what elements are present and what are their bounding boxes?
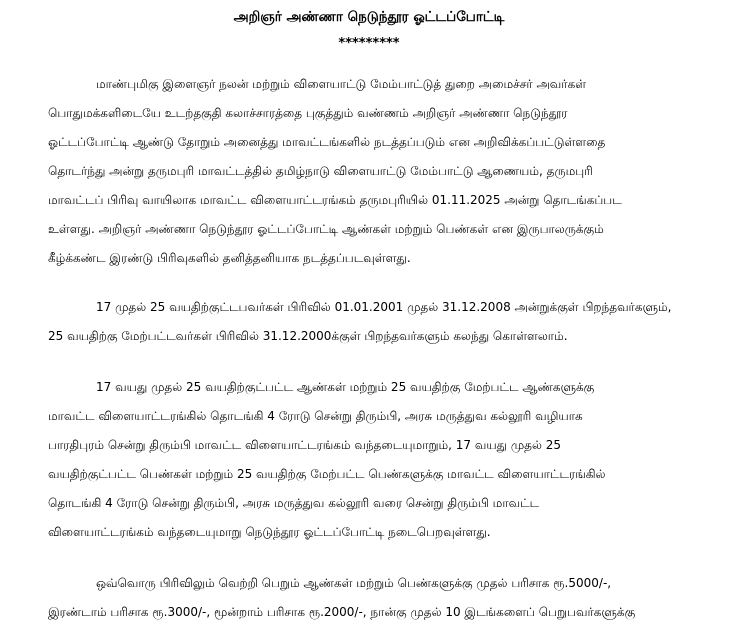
paragraph-eligibility bbox=[48, 293, 690, 351]
paragraph-prizes bbox=[48, 569, 690, 627]
paragraph-line: கீழ்க்கண்ட இரண்டு பிரிவுகளில் தனித்தனியாக நடத்தப்படவுள்ளது. bbox=[48, 251, 411, 265]
paragraph-route bbox=[48, 373, 690, 547]
paragraph-intro bbox=[48, 70, 690, 273]
paragraph-line: மாண்புமிகு இளைஞர் நலன் மற்றும் விளையாட்டு மேம்பாட்டுத் துறை அமைச்சர் அவர்கள் bbox=[96, 77, 587, 91]
paragraph-line: தொடங்கி 4 ரோடு சென்று திரும்பி, அரசு மருத்துவ கல்லூரி வரை சென்று திரும்பி மாவட்ட bbox=[48, 496, 540, 510]
paragraph-line: 25 வயதிற்கு மேற்பட்டவர்கள் பிரிவில் 31.12.2000க்குள் பிறந்தவர்களும் கலந்து கொள்ளலாம். bbox=[48, 329, 568, 343]
paragraph-line: மாவட்ட விளையாட்டரங்கில் தொடங்கி 4 ரோடு சென்று திரும்பி, அரசு மருத்துவ கல்லூரி வழியாக bbox=[48, 409, 583, 423]
paragraph-line: மாவட்டப் பிரிவு வாயிலாக மாவட்ட விளையாட்டரங்கம் தருமபுரியில் 01.11.2025 அன்று தொடங்கப்பட bbox=[48, 193, 622, 207]
paragraph-line: இரண்டாம் பரிசாக ரூ.3000/-, மூன்றாம் பரிசாக ரூ.2000/-, நான்கு முதல் 10 இடங்களைப் பெறுபவர்களுக்கு bbox=[48, 605, 636, 619]
paragraph-line: உள்ளது. அறிஞர் அண்ணா நெடுந்தூர ஓட்டப்போட்டி ஆண்கள் மற்றும் பெண்கள் என இருபாலருக்கும் bbox=[48, 222, 604, 236]
document-page bbox=[0, 8, 730, 619]
paragraph-line: ஓட்டப்போட்டி ஆண்டு தோறும் அனைத்து மாவட்டங்களில் நடத்தப்படும் என அறிவிக்கப்பட்டுள்ளதை bbox=[48, 135, 606, 149]
paragraph-line: விளையாட்டரங்கம் வந்தடையுமாறு நெடுந்தூர ஓட்டப்போட்டி நடைபெறவுள்ளது. bbox=[48, 525, 491, 539]
paragraph-line: தொடர்ந்து அன்று தருமபுரி மாவட்டத்தில் தமிழ்நாடு விளையாட்டு மேம்பாட்டு ஆணையம், தருமபுரி bbox=[48, 164, 593, 178]
paragraph-line: பொதுமக்களிடையே உடற்தகுதி கலாச்சாரத்தை புகுத்தும் வண்ணம் அறிஞர் அண்ணா நெடுந்தூர bbox=[48, 106, 568, 120]
paragraph-line: 17 வயது முதல் 25 வயதிற்குட்பட்ட ஆண்கள் மற்றும் 25 வயதிற்கு மேற்பட்ட ஆண்களுக்கு bbox=[96, 380, 595, 394]
paragraph-line: ஒவ்வொரு பிரிவிலும் வெற்றி பெறும் ஆண்கள் மற்றும் பெண்களுக்கு முதல் பரிசாக ரூ.5000/-, bbox=[96, 576, 612, 590]
document-title: அறிஞர் அண்ணா நெடுந்தூர ஓட்டப்போட்டி bbox=[233, 9, 505, 25]
paragraph-line: 17 முதல் 25 வயதிற்குட்டபவர்கள் பிரிவில் 01.01.2001 முதல் 31.12.2008 அன்றுக்குள் பிறந்தவர்களும், bbox=[96, 300, 672, 314]
paragraph-line: பாரதிபுரம் சென்று திரும்பி மாவட்ட விளையாட்டரங்கம் வந்தடையுமாறும், 17 வயது முதல் 25 bbox=[48, 438, 562, 452]
paragraph-line: வயதிற்குட்பட்ட பெண்கள் மற்றும் 25 வயதிற்கு மேற்பட்ட பெண்களுக்கு மாவட்ட விளையாட்டரங்கில் bbox=[48, 467, 606, 481]
title-separator: ********* bbox=[338, 36, 400, 51]
